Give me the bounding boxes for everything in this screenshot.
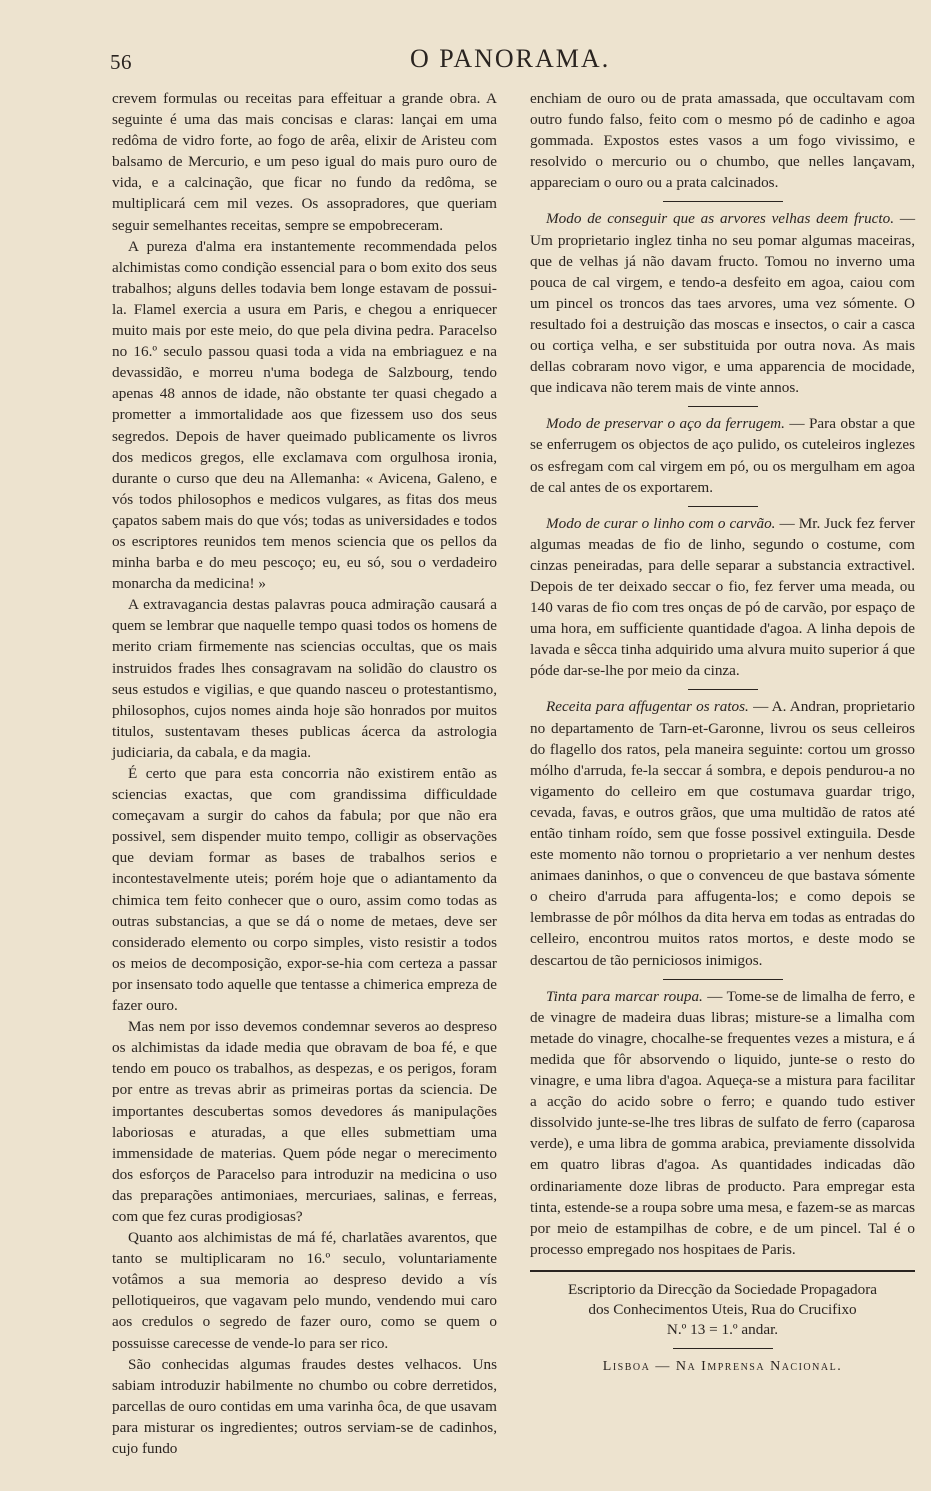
office-line: dos Conhecimentos Uteis, Rua do Crucifixo: [588, 1300, 857, 1318]
item-title: Modo de preservar o aço da ferrugem.: [546, 415, 785, 433]
article-item: [530, 413, 915, 497]
publisher-footer: [530, 1270, 915, 1377]
office-line: Escriptorio da Direcção da Sociedade Propagadora: [567, 1280, 878, 1298]
item-text: — Um proprietario inglez tinha no seu pomar algumas maceiras, que de velhas já não davam fructo. Tomou no inverno uma pouca de cal virgem, e tendo-a desfeito em agoa, caiou com um pincel os troncos das taes arvores, uma vez sómente. O resultado foi a destruição das moscas e insectos, o cair a casca ou cortiça velha, e ser substituida por outra nova. As mais dellas cobraram novo vigor, e uma apparencia de mocidade, que indicava não terem mais de vinte annos.: [530, 210, 916, 397]
imprint-line: Lisboa — Na Imprensa Nacional.: [602, 1358, 843, 1374]
article-item: [530, 986, 915, 1260]
paragraph: É certo que para esta concorria não existirem então as sciencias exactas, que com grandissima difficuldade começavam a surgir do cahos da fabula; por que não era possivel, sem dispender muito tempo, colligir as observações que deviam formar as bases de trabalhos serios e incontestavelmente uteis; porém hoje que o adiantamento da chimica tem feito conhecer que o ouro, assim como todas as outras substancias, a que se dá o nome de metaes, deve ser considerado elemento ou corpo simples, visto resistir a todos os meios de decomposição, expor-se-hia com certeza a passar por insensato todo aquelle que tentasse a chimerica empreza de fazer ouro.: [112, 765, 497, 1015]
page-number: 56: [110, 50, 132, 74]
item-title: Modo de conseguir que as arvores velhas deem fructo.: [546, 210, 895, 228]
paragraph: crevem formulas ou receitas para effeituar a grande obra. A seguinte é uma das mais concisas e claras: lançai em uma redôma de vidro forte, ao fogo de arêa, elixir de Aristeu com balsamo de Mercurio, e um peso igual do mais puro ouro de vida, e a calcinação, que ficar no fundo da redôma, se multiplicará cem mil vezes. Os assopradores, que queriam seguir semelhantes receitas, sempre se empobreceram.: [112, 90, 497, 234]
item-text: — Mr. Juck fez ferver algumas meadas de fio de linho, segundo o costume, com cinzas peneiradas, para delle separar a substancia extractivel. Depois de ter deixado seccar o fio, fez ferver uma meada, ou 140 varas de fio com tres onças de pó de carvão, por espaço de uma hora, em sufficiente quantidade d'agoa. A linha depois de lavada e sêcca tinha adquirido uma alvura muito superior á que póde dar-se-lhe por meio da cinza.: [530, 514, 915, 680]
paragraph: Mas nem por isso devemos condemnar severos ao despreso os alchimistas da idade media que obravam de boa fé, e que tendo em pouco os trabalhos, as despezas, e os perigos, foram por entre as trevas abrir as primeiras portas da sciencia. De importantes descubertas somos devedores ás manipulações laboriosas e aturadas, a que elles submettiam uma immensidade de materias. Quem póde negar o merecimento dos esforços de Paracelso para introduzir na medicina o uso das preparações antimoniaes, mercuriaes, salinas, e ferreas, com que fez curas prodigiosas?: [112, 1018, 497, 1225]
article-item: [530, 696, 915, 970]
item-title: Modo de curar o linho com o carvão.: [546, 514, 776, 532]
right-column: [530, 88, 915, 1377]
section-divider: [688, 506, 758, 507]
item-title: Receita para affugentar os ratos.: [546, 698, 749, 716]
paragraph: Quanto aos alchimistas de má fé, charlatães avarentos, que tanto se multiplicaram no 16.º seculo, voluntariamente votâmos a sua memoria ao despreso devido a vís pellotiqueiros, que vagavam pelo mundo, vendendo mui caro aos credulos o segredo de fazer ouro, como se quem o possuisse carecesse de vende-lo para ser rico.: [112, 1229, 497, 1352]
section-divider: [663, 979, 783, 980]
item-text: — Tome-se de limalha de ferro, e de vinagre de madeira duas libras; misture-se a limalha com metade do vinagre, chocalhe-se frequentes vezes a mistura, e á medida que fôr absorvendo o liquido, junte-se o resto do vinagre, e uma libra d'agoa. Aqueça-se a mistura para facilitar a acção do acido sobre o ferro; e quando tudo estiver dissolvido junte-se-lhe tres libras de sulfato de ferro (caparosa verde), e uma libra de gomma arabica, previamente dissolvida em quatro libras d'agoa. As quantidades indicadas dão ordinariamente doze libras de producto. Para empregar esta tinta, estende-se a roupa sobre uma mesa, e fazem-se as marcas por meio de estampilhas de cobre, e de um pincel. Tal é o processo empregado nos hospitaes de Paris.: [530, 987, 915, 1258]
item-title: Tinta para marcar roupa.: [546, 987, 703, 1005]
footer-rule: [673, 1348, 773, 1349]
section-divider: [688, 406, 758, 407]
paragraph: São conhecidas algumas fraudes destes velhacos. Uns sabiam introduzir habilmente no chumbo ou cobre derretidos, parcellas de ouro contidas em uma varinha ôca, de que usavam para misturar os ingredientes; outros serviam-se de cadinhos, cujo fundo: [112, 1355, 497, 1457]
item-text: — Para obstar a que se enferrugem os objectos de aço pulido, os cuteleiros inglezes os esfregam com cal virgem em pó, ou os mergulham em agoa de cal antes de os exportarem.: [530, 415, 915, 496]
article-item: [530, 513, 915, 682]
section-divider: [663, 201, 783, 202]
page-header: [110, 40, 905, 76]
office-line: N.º 13 = 1.º andar.: [666, 1320, 779, 1338]
left-column: [112, 88, 497, 1459]
paragraph: A extravagancia destas palavras pouca admiração causará a quem se lembrar que naquelle tempo quasi todos os homens de merito criam firmemente nas sciencias occultas, que os mais instruidos frades lhes consagravam na solidão do claustro os seus estudos e vigilias, e que quando nasceu o protestantismo, philosophos, cujos nomes ainda hoje são honrados por muitos titulos, sustentavam theses publicas ácerca da astrologia judiciaria, da cabala, e da magia.: [112, 596, 497, 761]
section-divider: [688, 689, 758, 690]
continuation-paragraph: enchiam de ouro ou de prata amassada, que occultavam com outro fundo falso, feito com o mesmo pó de cadinho e agoa gommada. Expostos estes vasos a um fogo vivissimo, e resolvido o mercurio ou o chumbo, que nelles lançavam, appareciam o ouro ou a prata calcinados.: [530, 90, 915, 192]
running-title: O PANORAMA.: [410, 44, 611, 73]
paragraph: A pureza d'alma era instantemente recommendada pelos alchimistas como condição essencial para o bom exito dos seus trabalhos; alguns delles todavia bem longe estavam de possui-la. Flamel exercia a usura em Paris, e chegou a enriquecer muito mais por este meio, do que pela divina pedra. Paracelso no 16.º seculo passou quasi toda a vida na embriaguez e na devassidão, e morreu n'uma bodega de Salzbourg, tendo apenas 48 annos de idade, não obstante ter quasi chegado a prometter a immortalidade aos que fizessem uso dos seus segredos. Depois de haver queimado publicamente os livros dos medicos gregos, elle exclamava com orgulhosa ironia, durante o curso que deu na Allemanha: « Avicena, Galeno, e vós todos philosophos e medicos vulgares, as fitas dos meus çapatos sabem mais do que vós; todas as universidades e todos os escriptores reunidos tem menos sciencia que os pellos da minha barba e do meu pescoço; eu, eu só, sou o verdadeiro monarcha da medicina! »: [112, 237, 497, 593]
item-text: — A. Andran, proprietario no departamento de Tarn-et-Garonne, livrou os seus celleiros do flagello dos ratos, pela maneira seguinte: cortou um grosso mólho d'arruda, fe-la seccar á sombra, e depois pendurou-a no vigamento do celleiro em que costumava guardar trigo, cevada, favas, e outros grãos, que uma multidão de ratos até então tinham roído, sem que fosse possivel extinguila. Desde este momento não tornou o proprietario a ver nenhum destes animaes daninhos, o que o convenceu de que bastava sómente o cheiro d'arruda para affugenta-los; e como depois se lembrasse de pôr mólhos da dita herva em todas as entradas do celleiro, encontrou muitos ratos mortos, e deste modo se descartou de tão perniciosos inimigos.: [530, 698, 915, 969]
article-item: [530, 208, 915, 398]
